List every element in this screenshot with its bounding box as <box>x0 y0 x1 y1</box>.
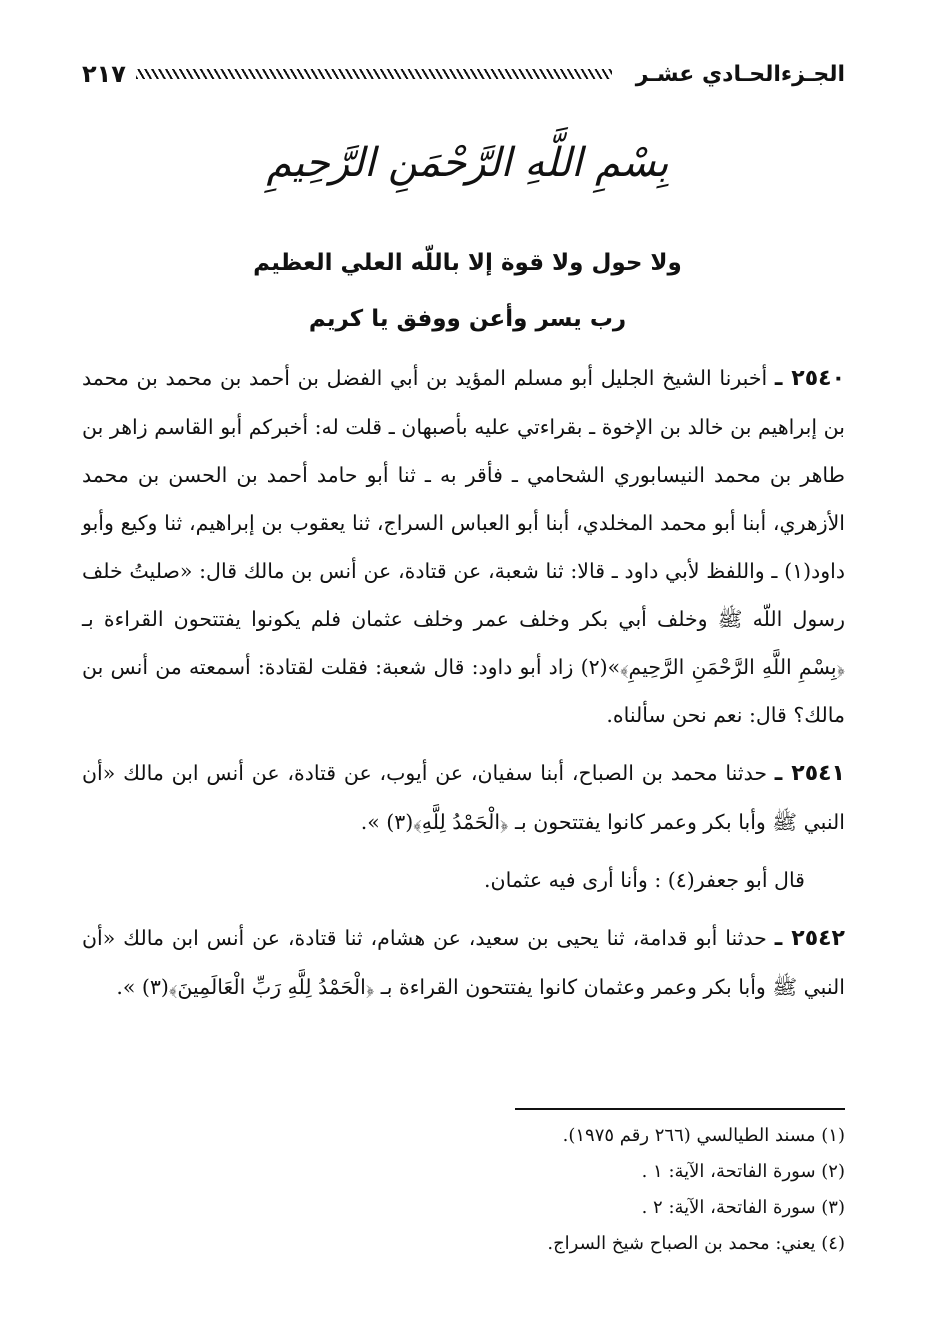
hadith-text: حدثنا محمد بن الصباح، أبنا سفيان، عن أيوب، عن قتادة، عن أنس ابن مالك «أن النبي ﷺ وأبا بكر وعمر كانوا يفتتحون بـ ﴿الْحَمْدُ لِلَّهِ﴾(٣) ». <box>82 761 845 834</box>
footnote-1: (١) مسند الطيالسي (٢٦٦ رقم ١٩٧٥). <box>562 1125 845 1146</box>
body-text <box>82 354 845 1021</box>
footnote-divider <box>515 1108 845 1110</box>
header-decorative-rule <box>136 69 612 79</box>
invocation-line-1: ولا حول ولا قوة إلا باللّه العلي العظيم <box>253 250 682 276</box>
footnote-4: (٤) يعني: محمد بن الصباح شيخ السراج. <box>547 1233 845 1254</box>
hadith-text: قال أبو جعفر(٤) : وأنا أرى فيه عثمان. <box>484 868 805 892</box>
header-title: الجـزءالحـادي عشـر <box>635 61 845 87</box>
basmala-calligraphy: بِسْمِ اللَّهِ الرَّحْمَنِ الرَّحِيمِ <box>266 140 669 186</box>
hadith-2542 <box>82 914 845 1011</box>
footnote-3: (٣) سورة الفاتحة، الآية: ٢ . <box>641 1197 845 1218</box>
page-number: ٢١٧ <box>82 60 126 88</box>
running-header <box>82 52 845 96</box>
footnote-2: (٢) سورة الفاتحة، الآية: ١ . <box>641 1161 845 1182</box>
hadith-2540 <box>82 354 845 739</box>
hadith-number: ٢٥٤١ ـ <box>774 761 845 786</box>
footnotes <box>82 1118 845 1262</box>
hadith-2541 <box>82 749 845 846</box>
hadith-text: أخبرنا الشيخ الجليل أبو مسلم المؤيد بن أبي الفضل بن أحمد بن محمد بن محمد بن إبراهيم بن خالد بن الإخوة ـ بقراءتي عليه بأصبهان ـ قلت له: أخبركم أبو القاسم زاهر بن طاهر بن محمد النيسابوري الشحامي ـ فأقر به ـ ثنا أبو حامد أحمد بن الحسن بن محمد الأزهري، أبنا أبو محمد المخلدي، أبنا أبو العباس السراج، ثنا يعقوب بن إبراهيم، ثنا وكيع وأبو داود(١) ـ واللفظ لأبي داود ـ قالا: ثنا شعبة، عن قتادة، عن أنس بن مالك قال: «صليتُ خلف رسول اللّه ﷺ وخلف أبي بكر وخلف عمر وخلف عثمان فلم يكونوا يفتتحون القراءة بـ ﴿بِسْمِ اللَّهِ الرَّحْمَنِ الرَّحِيمِ﴾»(٢) زاد أبو داود: قال شعبة: فقلت لقتادة: أسمعته من أنس بن مالك؟ قال: نعم نحن سألناه. <box>82 366 846 727</box>
hadith-text: حدثنا أبو قدامة، ثنا يحيى بن سعيد، عن هشام، ثنا قتادة، عن أنس ابن مالك «أن النبي ﷺ وأبا بكر وعمر وعثمان كانوا يفتتحون القراءة بـ ﴿الْحَمْدُ لِلَّهِ رَبِّ الْعَالَمِينَ﴾(٣) ». <box>82 926 845 999</box>
invocation-line-2: رب يسر وأعن ووفق يا كريم <box>308 306 627 332</box>
hadith-comment <box>82 856 845 904</box>
hadith-number: ٢٥٤٢ ـ <box>774 926 845 951</box>
hadith-number: ٢٥٤٠ ـ <box>774 366 845 391</box>
